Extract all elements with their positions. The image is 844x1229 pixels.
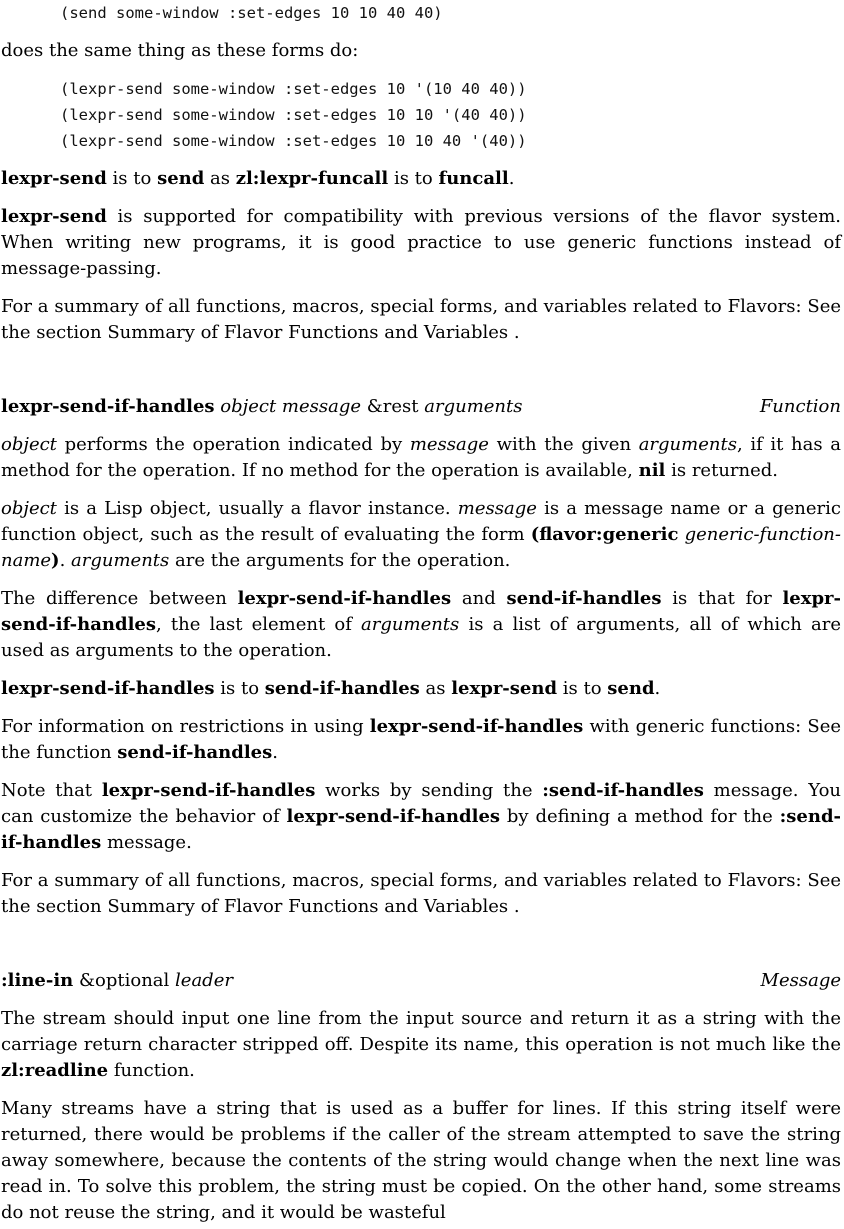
paragraph-summary-link: For a summary of all functions, macros, special forms, and variables related to Flavors: See the section Summary of Flavor Functions and Variables .: [1, 296, 841, 343]
text: is to: [106, 168, 158, 189]
term: nil: [638, 460, 666, 481]
term: send-if-handles: [506, 588, 662, 609]
text: Note that: [1, 780, 102, 801]
paragraph-compatibility: [1, 204, 841, 282]
message-name: :line-in: [1, 970, 74, 991]
term: lexpr-send-if-handles: [101, 780, 316, 801]
term: lexpr-send-if-handles: [286, 806, 501, 827]
code-example-send: (send some-window :set-edges 10 10 40 40): [60, 4, 443, 22]
term: zl:readline: [1, 1060, 109, 1081]
paragraph-summary-link: For a summary of all functions, macros, special forms, and variables related to Flavors: See the section Summary of Flavor Functions and Variables .: [1, 870, 841, 917]
text: For information on restrictions in using: [1, 716, 370, 737]
paragraph: [1, 586, 841, 664]
text: .: [508, 168, 515, 189]
term: message: [457, 498, 537, 519]
term: lexpr-send: [1, 206, 107, 227]
paragraph: [1, 496, 841, 574]
term: zl:lexpr-funcall: [235, 168, 389, 189]
definition-kind: Function: [759, 396, 841, 417]
code-line: (lexpr-send some-window :set-edges 10 10 40 '(40)): [60, 132, 527, 150]
text: function.: [108, 1060, 195, 1081]
term: funcall: [438, 168, 509, 189]
term: arguments: [638, 434, 737, 455]
term: send-if-handles: [264, 678, 420, 699]
text: .: [654, 678, 661, 699]
term: lexpr-send-if-handles: [237, 588, 452, 609]
term: lexpr-send: [1, 168, 107, 189]
term: arguments: [361, 614, 460, 635]
document-page: [1, 0, 841, 1226]
paragraph: Many streams have a string that is used as a buffer for lines. If this string itself were returned, there would be problems if the caller of the stream attempted to save the string away somewhere, because the contents of the string would change when the next line was read in. To solve this problem, the string must be copied. On the other hand, some streams do not reuse the string, and it would be wasteful: [1, 1098, 841, 1223]
text: is a list of arguments, all of which are used as arguments to the operation.: [1, 614, 842, 661]
text: performs the operation indicated by: [56, 434, 410, 455]
text: is that for: [661, 588, 783, 609]
text: .: [59, 550, 72, 571]
paragraph-does-same: does the same thing as these forms do:: [1, 40, 359, 61]
text: The difference between: [1, 588, 238, 609]
text: is a Lisp object, usually a flavor instance.: [56, 498, 458, 519]
paragraph: [1, 432, 841, 484]
text: is to: [388, 168, 439, 189]
text: and: [451, 588, 507, 609]
term: message: [409, 434, 489, 455]
term: :send-if-handles: [542, 780, 704, 801]
text: is returned.: [665, 460, 779, 481]
definition-header-lexpr-send-if-handles: [1, 394, 841, 420]
text: , if it has a method for the operation. If no method for the operation is available,: [1, 434, 841, 481]
lambda-keyword: &rest: [366, 396, 419, 417]
function-name: lexpr-send-if-handles: [1, 396, 215, 417]
term: ): [51, 550, 60, 571]
parameters: arguments: [424, 396, 523, 417]
text: .: [272, 742, 279, 763]
term: arguments: [71, 550, 170, 571]
paragraph: [1, 1006, 841, 1084]
code-line: (lexpr-send some-window :set-edges 10 '(10 40 40)): [60, 80, 527, 98]
definition-signature: [1, 968, 233, 994]
definition-kind: Message: [760, 970, 841, 991]
term: send-if-handles: [117, 742, 273, 763]
term: lexpr-send-if-handles: [1, 588, 841, 635]
term: (flavor:generic: [530, 524, 679, 545]
text: is to: [557, 678, 608, 699]
term: send: [157, 168, 205, 189]
term: generic-function-name: [1, 524, 841, 571]
text: as: [419, 678, 452, 699]
term: lexpr-send-if-handles: [1, 678, 215, 699]
term: :send-if-handles: [1, 806, 841, 853]
term: send: [607, 678, 655, 699]
paragraph: [1, 778, 841, 856]
text: is supported for compatibility with previous versions of the flavor system. When writing new programs, it is good practice to use generic functions instead of message-passing.: [1, 206, 841, 279]
paragraph: [1, 714, 841, 766]
paragraph-analogy: [1, 166, 841, 192]
code-line: (lexpr-send some-window :set-edges 10 10 '(40 40)): [60, 106, 527, 124]
text: as: [204, 168, 236, 189]
text: , the last element of: [156, 614, 362, 635]
text: with the given: [488, 434, 639, 455]
text: is a message name or a generic function object, such as the result of evaluating the form: [1, 498, 841, 545]
text: is to: [214, 678, 265, 699]
definition-header-line-in: [1, 968, 841, 994]
parameters: object message: [220, 396, 362, 417]
code-block-lexpr-send: [1, 76, 841, 154]
text: are the arguments for the operation.: [169, 550, 511, 571]
paragraph: [1, 676, 841, 702]
text: works by sending the: [315, 780, 543, 801]
definition-signature: [1, 394, 523, 420]
term: lexpr-send: [451, 678, 558, 699]
text: The stream should input one line from the input source and return it as a string with the carriage return character stripped off. Despite its name, this operation is not much like the: [1, 1008, 841, 1055]
term: object: [1, 498, 57, 519]
lambda-keyword: &optional: [79, 970, 170, 991]
text: message. You can customize the behavior of: [1, 780, 841, 827]
text: message.: [101, 832, 192, 853]
parameters: leader: [175, 970, 233, 991]
term: lexpr-send-if-handles: [369, 716, 584, 737]
term: object: [1, 434, 57, 455]
text: with generic functions: See the function: [1, 716, 841, 763]
text: by defining a method for the: [500, 806, 780, 827]
